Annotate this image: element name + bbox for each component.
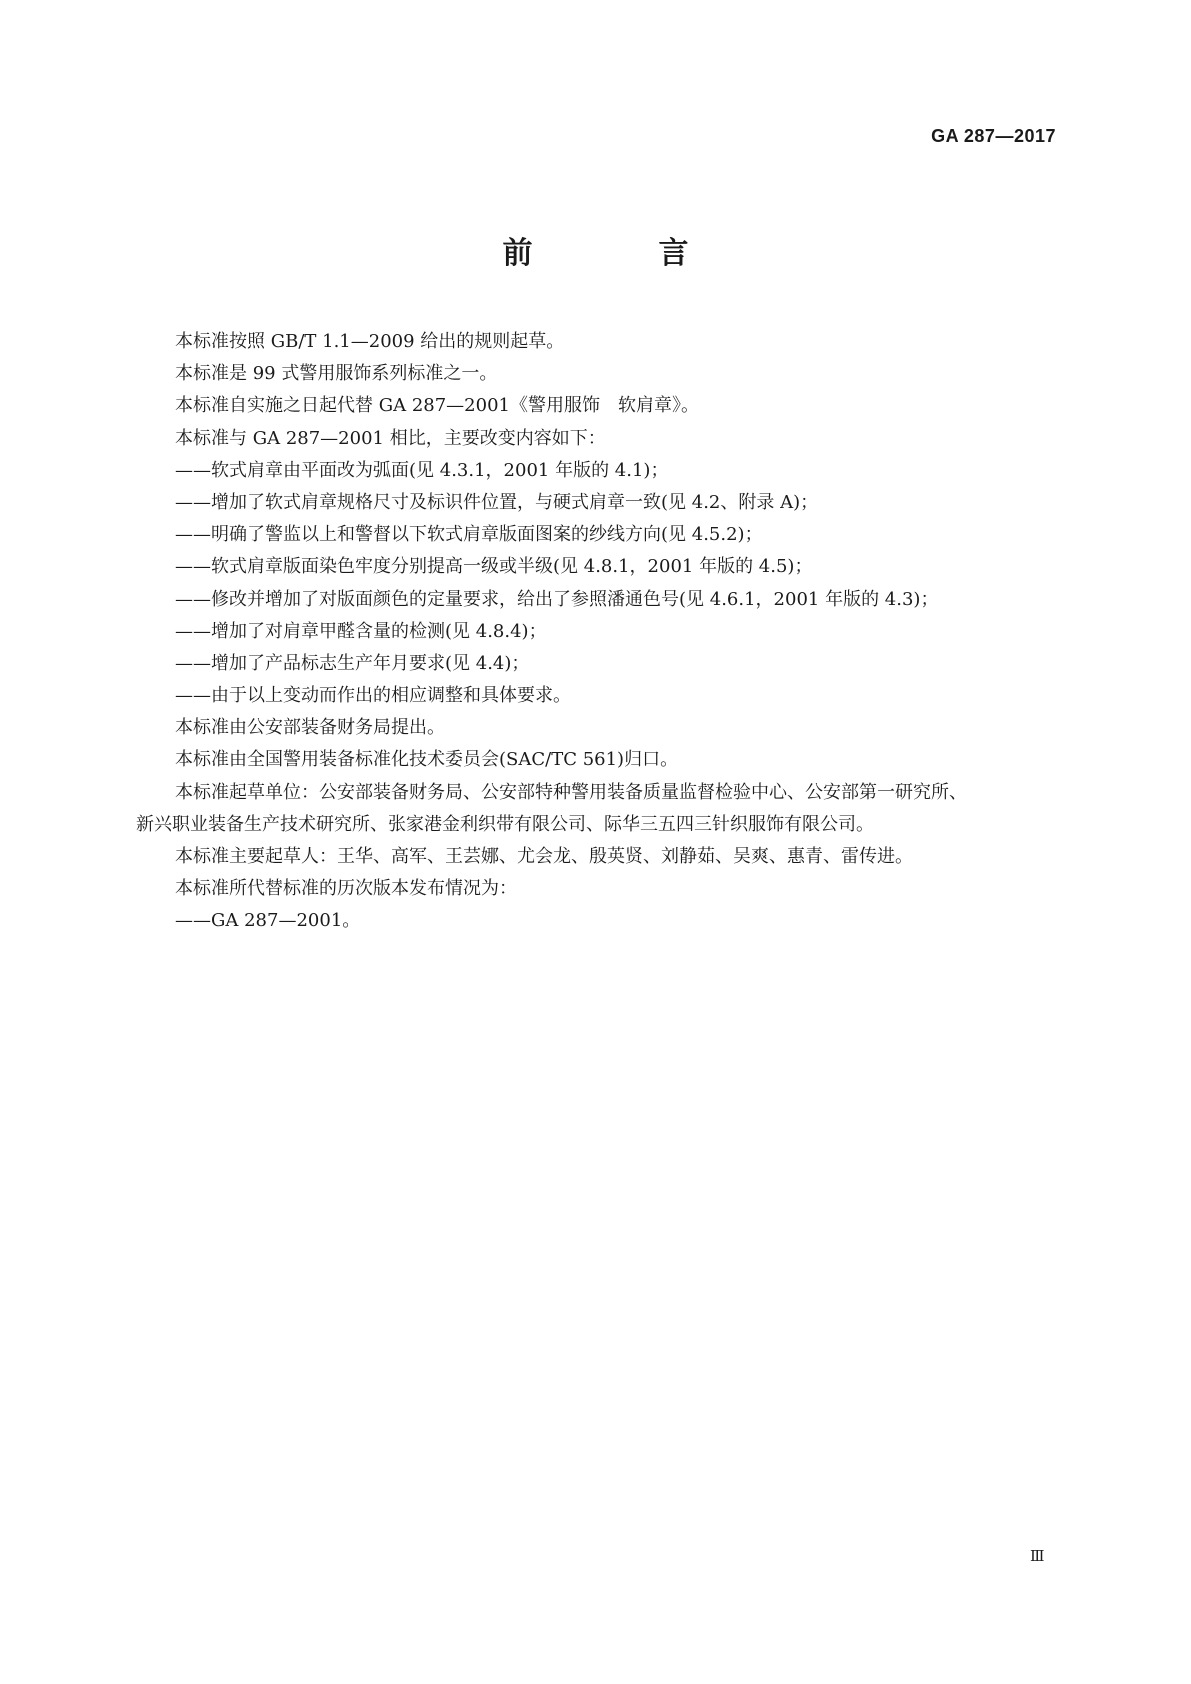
paragraph-managed-by: 本标准由全国警用装备标准化技术委员会(SAC/TC 561)归口。 <box>175 749 679 771</box>
list-item-history: ——GA 287—2001。 <box>175 910 361 932</box>
list-item-change: ——软式肩章由平面改为弧面(见 4.3.1，2001 年版的 4.1)； <box>175 459 669 481</box>
list-item-change: ——明确了警监以上和警督以下软式肩章版面图案的纱线方向(见 4.5.2)； <box>175 524 763 546</box>
page-number: Ⅲ <box>1030 1549 1045 1565</box>
standard-code: GA 287—2017 <box>931 126 1056 146</box>
section-title-foreword: 前 言 <box>502 236 737 271</box>
paragraph-drafters: 本标准主要起草人：王华、高军、王芸娜、尤会龙、殷英贤、刘静茹、吴爽、惠青、雷传进。 <box>175 846 913 867</box>
paragraph-history-intro: 本标准所代替标准的历次版本发布情况为： <box>175 878 517 900</box>
paragraph-changes-intro: 本标准与 GA 287—2001 相比，主要改变内容如下： <box>175 427 606 449</box>
list-item-change: ——增加了对肩章甲醛含量的检测(见 4.8.4)； <box>175 620 547 642</box>
list-item-change: ——软式肩章版面染色牢度分别提高一级或半级(见 4.8.1，2001 年版的 4.5)； <box>175 556 813 578</box>
paragraph-proposed-by: 本标准由公安部装备财务局提出。 <box>175 717 445 739</box>
list-item-change: ——由于以上变动而作出的相应调整和具体要求。 <box>175 685 571 707</box>
paragraph-drafting-rules: 本标准按照 GB/T 1.1—2009 给出的规则起草。 <box>175 331 565 352</box>
list-item-change: ——增加了软式肩章规格尺寸及标识件位置，与硬式肩章一致(见 4.2、附录 A)； <box>175 491 819 513</box>
paragraph-drafting-units: 本标准起草单位：公安部装备财务局、公安部特种警用装备质量监督检验中心、公安部第一研究所、 <box>175 781 967 803</box>
foreword-body <box>136 326 1076 938</box>
list-item-change: ——增加了产品标志生产年月要求(见 4.4)； <box>175 652 530 674</box>
list-item-change: ——修改并增加了对版面颜色的定量要求，给出了参照潘通色号(见 4.6.1，2001 年版的 4.3)； <box>175 588 939 610</box>
paragraph-series: 本标准是 99 式警用服饰系列标准之一。 <box>175 363 498 385</box>
paragraph-drafting-units-continued: 新兴职业装备生产技术研究所、张家港金利织带有限公司、际华三五四三针织服饰有限公司。 <box>136 813 874 835</box>
paragraph-replaces: 本标准自实施之日起代替 GA 287—2001《警用服饰 软肩章》。 <box>175 395 699 417</box>
